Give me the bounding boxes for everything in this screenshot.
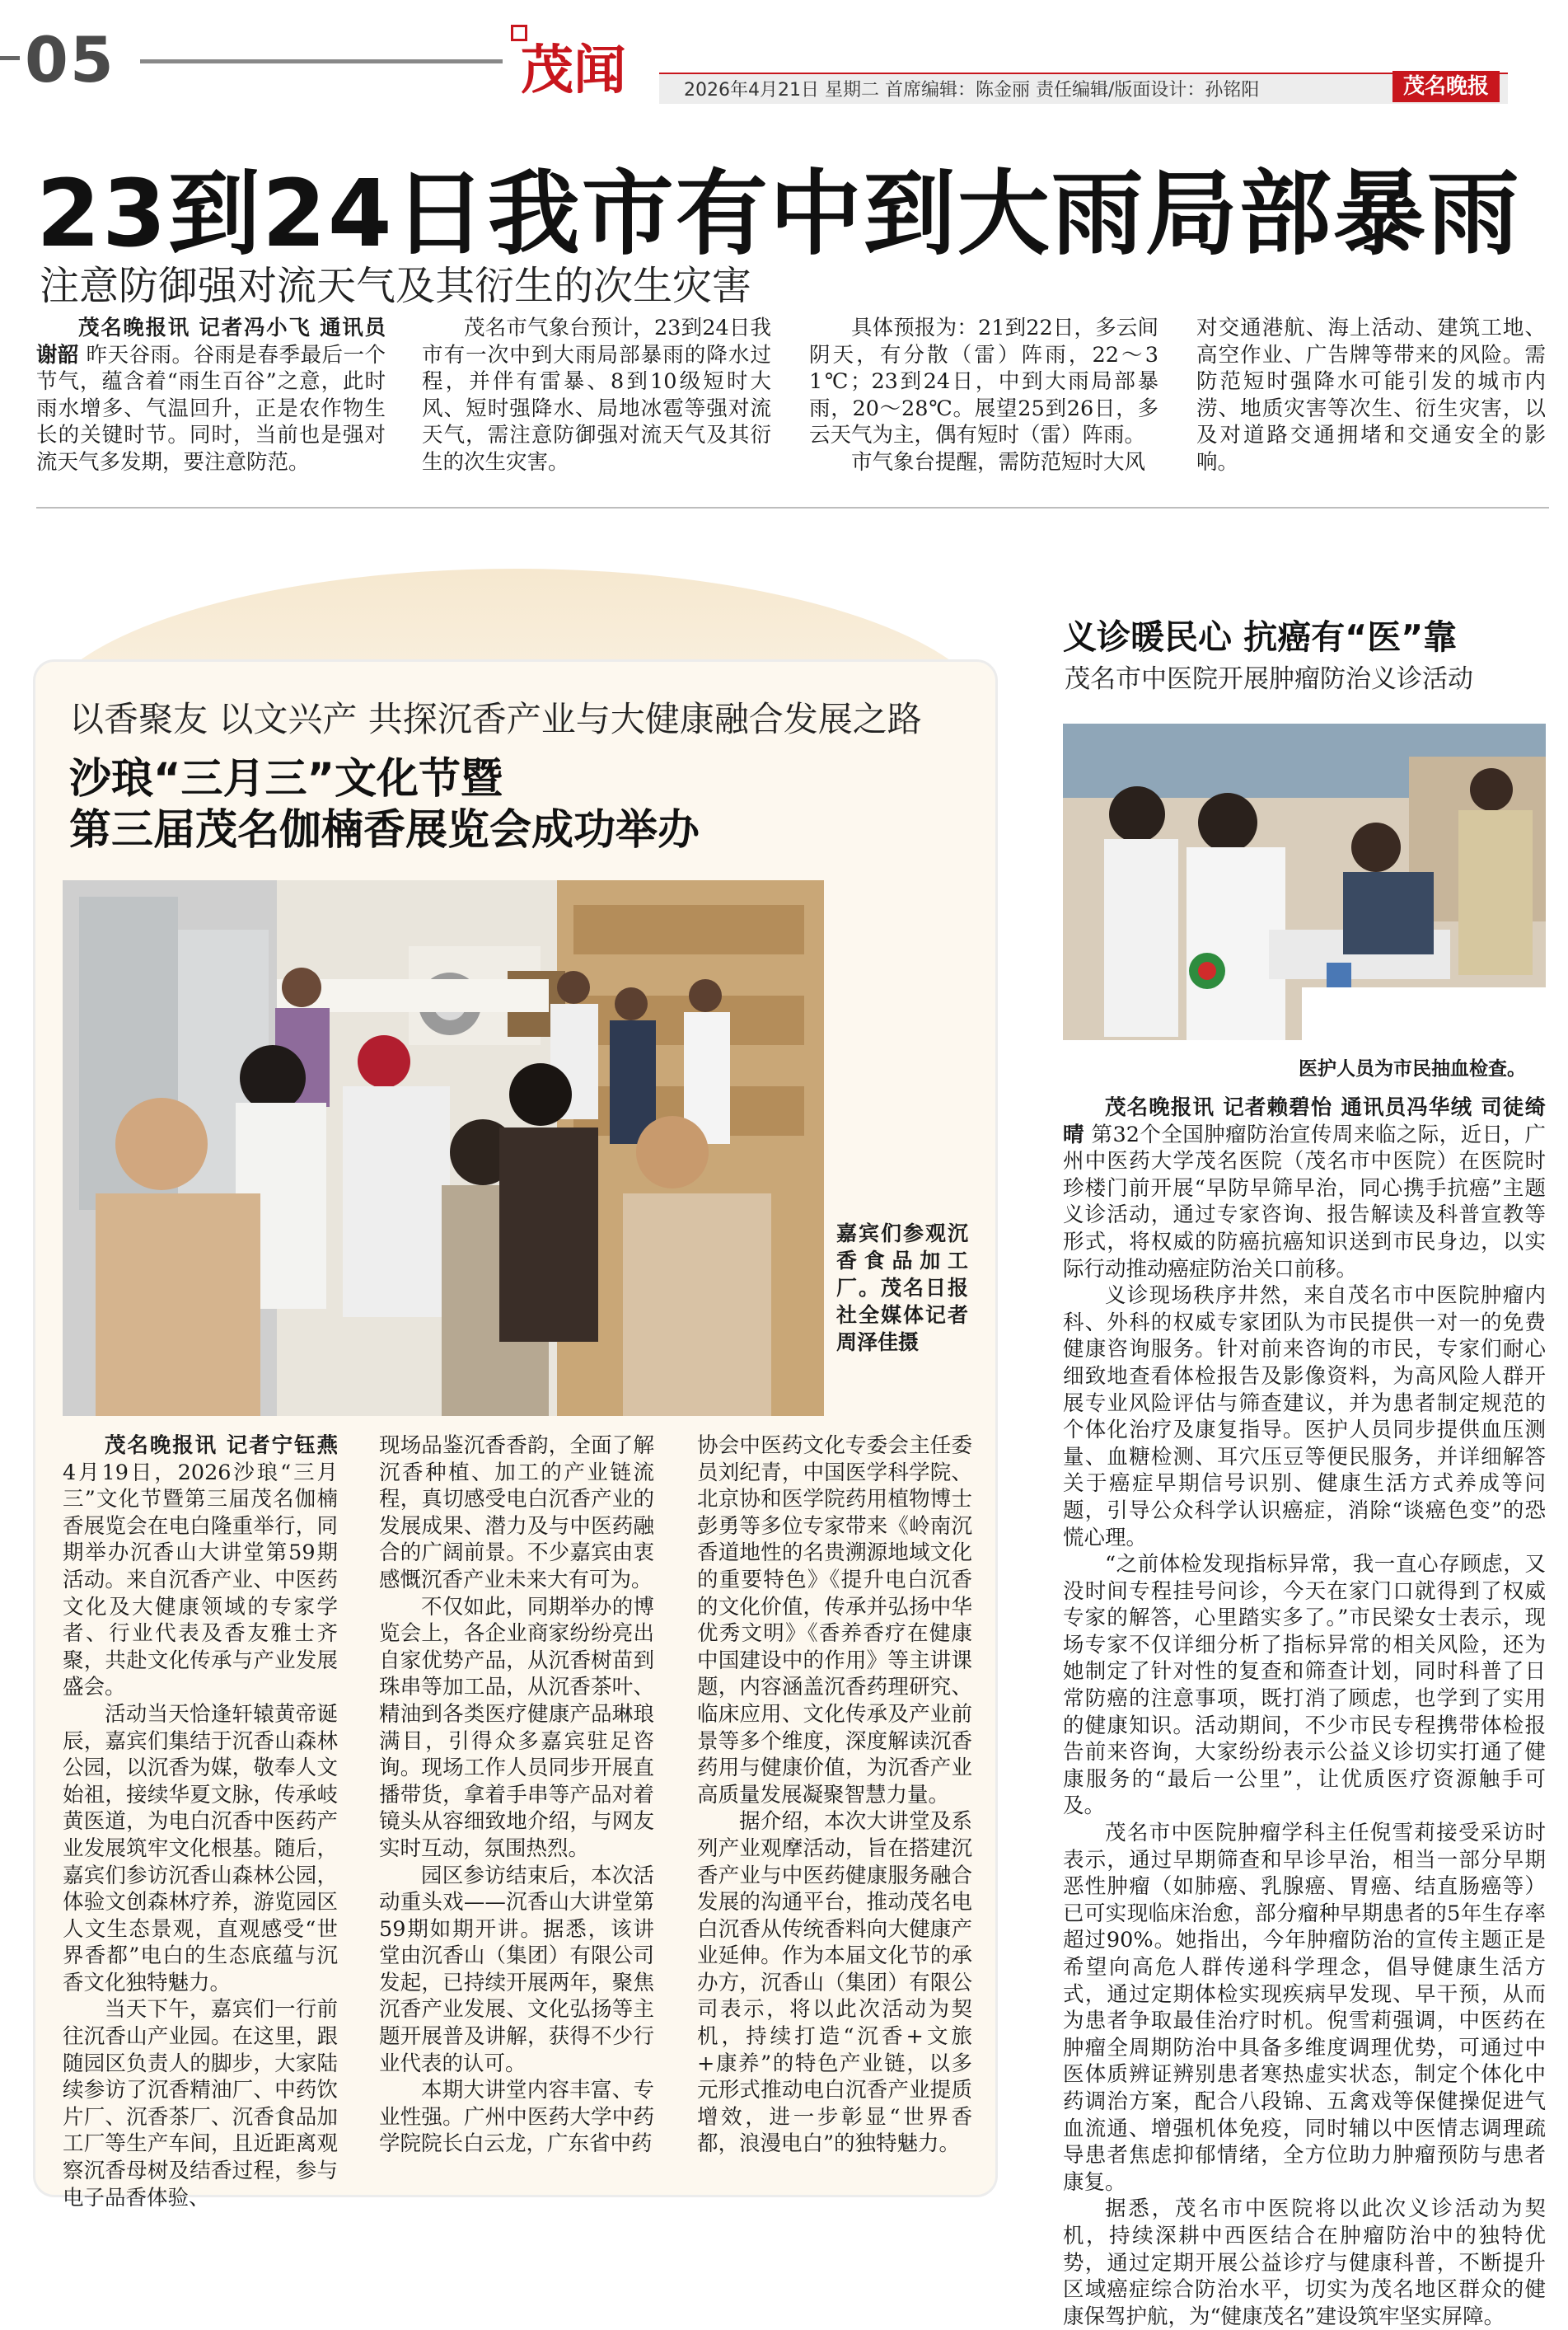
lead-subheadline: 注意防御强对流天气及其衍生的次生灾害: [40, 263, 752, 309]
lead-column-1: 茂名晚报讯 记者冯小飞 通讯员谢韶 昨天谷雨。谷雨是春季最后一个节气，蕴含着“雨生百谷”之意，此时雨水增多、气温回升，正是农作物生长的关键时节。同时，当前也是强对流天气多发期，要注意防范。: [36, 316, 386, 475]
feature-column-2: 现场品鉴沉香香韵，全面了解沉香种植、加工的产业链流程，真切感受电白沉香产业的发展成果、潜力及与中医药融合的广阔前景。不少嘉宾由衷感慨沉香产业未来大有可为。 不仅如此，同期举办的博览会上，各企业商家纷纷亮出自家优势产品，从沉香树苗到珠串等加工品，从沉香茶叶、精油到各类医疗健康产品琳琅满目，引得众多嘉宾驻足咨询。现场工作人员同步开展直播带货，拿着手串等产品对着镜头从容细致地介绍，与网友实时互动，氛围热烈。 园区参访结束后，本次活动重头戏——沉香山大讲堂第59期如期开讲。据悉，该讲堂由沉香山（集团）有限公司发起，已持续开展两年，聚焦沉香产业发展、文化弘扬等主题开展普及讲解，获得不少行业代表的认可。 本期大讲堂内容丰富、专业性强。广州中医药大学中药学院院长白云龙，广东省中药: [379, 1433, 654, 2157]
blood-test-photo: [1063, 724, 1546, 1040]
right-headline: 义诊暖民心 抗癌有“医”靠: [1063, 617, 1458, 657]
feature-headline-line-1: 沙琅“三月三”文化节暨: [69, 755, 503, 804]
section-label: 茂闻: [521, 40, 626, 101]
lead-column-2: 茂名市气象台预计，23到24日我市有一次中到大雨局部暴雨的降水过程，并伴有雷暴、8到10级短时大风、短时强降水、局地冰雹等强对流天气，需注意防御强对流天气及其衍生的次生灾害。: [422, 316, 771, 475]
issue-meta: 2026年4月21日 星期二 首席编辑：陈金丽 责任编辑/版面设计：孙铭阳: [684, 80, 1260, 101]
header-rule: [140, 59, 503, 63]
lead-column-4: 对交通港航、海上活动、建筑工地、高空作业、广告牌等带来的风险。需防范短时强降水可能引发的城市内涝、地质灾害等次生、衍生灾害，以及对道路交通拥堵和交通安全的影响。: [1196, 316, 1546, 475]
feature-column-1: 茂名晚报讯 记者宁钰燕 4月19日，2026沙琅“三月三”文化节暨第三届茂名伽楠香展览会在电白隆重举行，同期举办沉香山大讲堂第59期活动。来自沉香产业、中医药文化及大健康领域的专家学者、行业代表及香友雅士齐聚，共赴文化传承与产业发展盛会。 活动当天恰逢轩辕黄帝诞辰，嘉宾们集结于沉香山森林公园，以沉香为媒，敬奉人文始祖，接续华夏文脉，传承岐黄医道，为电白沉香中医药产业发展筑牢文化根基。随后，嘉宾们参访沉香山森林公园，体验文创森林疗养，游览园区人文生态景观，直观感受“世界香都”电白的生态底蕴与沉香文化独特魅力。 当天下午，嘉宾们一行前往沉香山产业园。在这里，跟随园区负责人的脚步，大家陆续参访了沉香精油厂、中药饮片厂、沉香茶厂、沉香食品加工厂等生产车间，且近距离观察沉香母树及结香过程，参与电子品香体验、: [63, 1433, 338, 2210]
right-article-body: 茂名晚报讯 记者赖碧怡 通讯员冯华绒 司徒绮晴 第32个全国肿瘤防治宣传周来临之际，近日，广州中医药大学茂名医院（茂名市中医院）在医院时珍楼门前开展“早防早筛早治，同心携手抗癌”主题义诊活动，通过专家咨询、报告解读及科普宣教等形式，将权威的防癌抗癌知识送到市民身边，以实际行动推动癌症防治关口前移。 义诊现场秩序井然，来自茂名市中医院肿瘤内科、外科的权威专家团队为市民提供一对一的免费健康咨询服务。针对前来咨询的市民，专家们耐心细致地查看体检报告及影像资料，为高风险人群开展专业风险评估与筛查建议，并为患者制定规范的个体化治疗及康复指导。医护人员同步提供血压测量、血糖检测、耳穴压豆等便民服务，并详细解答关于癌症早期信号识别、健康生活方式养成等问题，引导公众科学认识癌症，消除“谈癌色变”的恐慌心理。 “之前体检发现指标异常，我一直心存顾虑，又没时间专程挂号问诊，今天在家门口就得到了权威专家的解答，心里踏实多了。”市民梁女士表示，现场专家不仅详细分析了指标异常的相关风险，还为她制定了针对性的复查和筛查计划，同时科普了日常防癌的注意事项，既打消了顾虑，也学到了实用的健康知识。活动期间，不少市民专程携带体检报告前来咨询，大家纷纷表示公益义诊切实打通了健康服务的“最后一公里”，让优质医疗资源触手可及。 茂名市中医院肿瘤学科主任倪雪莉接受采访时表示，通过早期筛查和早诊早治，相当一部分早期恶性肿瘤（如肺癌、乳腺癌、胃癌、结直肠癌等）已可实现临床治愈，部分瘤种早期患者的5年生存率超过90%。她指出，今年肿瘤防治的宣传主题正是希望向高危人群传递科学理念，倡导健康生活方式，通过定期体检实现疾病早发现、早干预，从而为患者争取最佳治疗时机。倪雪莉强调，中医药在肿瘤全周期防治中具备多维度调理优势，可通过中医体质辨证辨别患者寒热虚实状态，制定个体化中药调治方案，配合八段锦、五禽戏等保健操促进气血流通、增强机体免疫，同时辅以中医情志调理疏导患者焦虑抑郁情绪，全方位助力肿瘤预防与患者康复。 据悉，茂名市中医院将以此次义诊活动为契机，持续深耕中西医结合在肿瘤防治中的独特优势，通过定期开展公益诊疗与健康科普，不断提升区域癌症综合防治水平，切实为茂名地区群众的健康保驾护航，为“健康茂名”建设筑牢坚实屏障。: [1063, 1095, 1546, 2329]
right-byline: 茂名晚报讯 记者赖碧怡 通讯员冯华绒 司徒绮晴: [1063, 1095, 1546, 1147]
agarwood-factory-photo: [63, 880, 824, 1416]
right-photo-caption: 医护人员为市民抽血检查。: [1299, 1058, 1526, 1080]
masthead-logo: 茂名晚报: [1392, 71, 1500, 102]
right-subheadline: 茂名市中医院开展肿瘤防治义诊活动: [1065, 664, 1473, 694]
feature-byline: 茂名晚报讯 记者宁钰燕: [105, 1433, 338, 1458]
feature-headline-line-2: 第三届茂名伽楠香展览会成功举办: [69, 806, 700, 855]
feature-kicker: 以香聚友 以文兴产 共探沉香产业与大健康融合发展之路: [69, 699, 922, 739]
lead-byline: 茂名晚报讯 记者冯小飞 通讯员谢韶: [36, 316, 386, 368]
feature-photo-caption: 嘉宾们参观沉香食品加工厂。茂名日报社全媒体记者周泽佳摄: [836, 1221, 968, 1354]
page-number: 05: [25, 23, 115, 96]
lead-column-3: 具体预报为：21到22日，多云间阴天，有分散（雷）阵雨，22～31℃；23到24日，中到大雨局部暴雨，20～28℃。展望25到26日，多云天气为主，偶有短时（雷）阵雨。 市气象台提醒，需防范短时大风: [809, 316, 1158, 475]
lead-headline: 23到24日我市有中到大雨局部暴雨: [36, 161, 1521, 268]
feature-column-3: 协会中医药文化专委会主任委员刘纪青，中国医学科学院、北京协和医学院药用植物博士彭勇等多位专家带来《岭南沉香道地性的名贵溯源地域文化的重要特色》《提升电白沉香的文化价值，传承并弘扬中华优秀文明》《香养香疗在健康中国建设中的作用》等主讲课题，内容涵盖沉香药理研究、临床应用、文化传承及产业前景等多个维度，深度解读沉香药用与健康价值，为沉香产业高质量发展凝聚智慧力量。 据介绍，本次大讲堂及系列产业观摩活动，旨在搭建沉香产业与中医药健康服务融合发展的沟通平台，推动茂名电白沉香从传统香料向大健康产业延伸。作为本届文化节的承办方，沉香山（集团）有限公司表示，将以此次活动为契机，持续打造“沉香+文旅+康养”的特色产业链，以多元形式推动电白沉香产业提质增效，进一步彰显“世界香都，浪漫电白”的独特魅力。: [697, 1433, 972, 2157]
section-divider: [36, 507, 1549, 509]
